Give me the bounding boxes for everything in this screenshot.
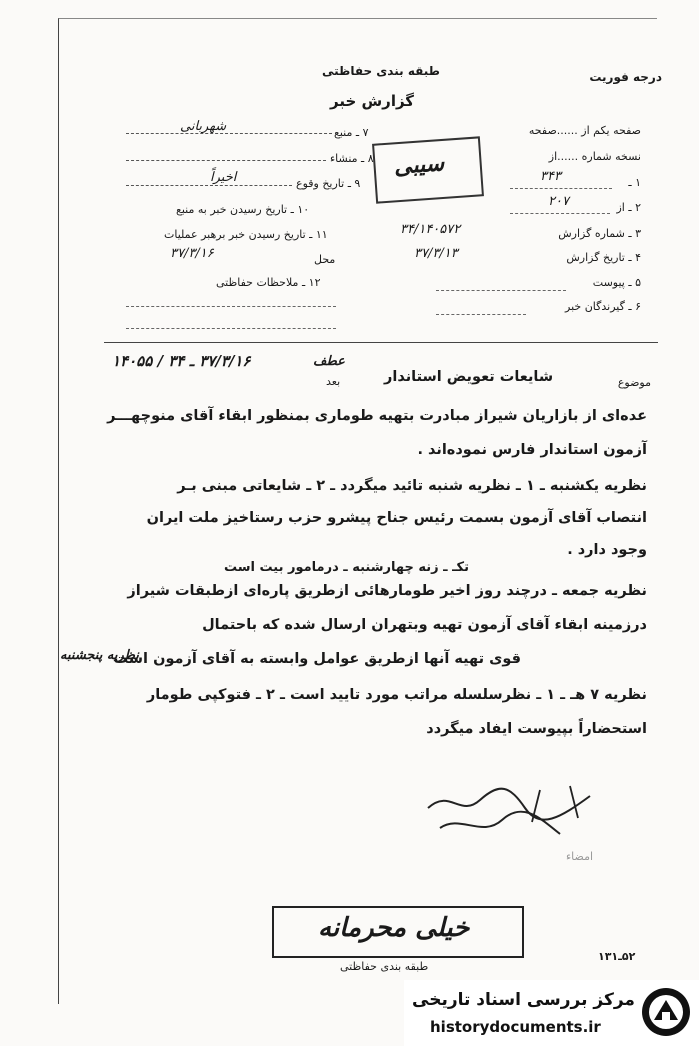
field-4-value: ۳۷/۳/۱۳: [414, 246, 458, 261]
field-2-label: ۲ ـ از: [616, 201, 641, 214]
body-line-2: آزمون استاندار فارس نموده‌اند .: [417, 442, 647, 458]
field-11-label: ۱۱ ـ تاریخ رسیدن خبر برهبر عملیات: [164, 228, 328, 241]
field-9-line: [126, 185, 292, 186]
body-line-5: وجود دارد .: [567, 542, 647, 558]
body-line-1: عده‌ای از بازاریان شیراز مبادرت بتهیه طوماری بمنظور ابقاء آقای منوچهـــر: [107, 408, 647, 424]
body-line-7: نظریه جمعه ـ درچند روز اخیر طومارهائی ازطریق پاره‌ای ازطبقات شیراز: [127, 583, 647, 599]
field-6-line: [436, 314, 526, 315]
subject-label: موضوع: [617, 376, 651, 389]
field-1-label: ۱ ـ: [628, 176, 641, 189]
body-line-6: تکـ ـ زنه چهارشنبه ـ درمامور بیت است: [223, 560, 469, 575]
field-place-value: ۳۷/۳/۱۶: [170, 246, 214, 261]
field-8-line: [126, 160, 326, 161]
field-7-value: شهربانی: [180, 119, 227, 134]
brand-url: historydocuments.ir: [430, 1018, 601, 1036]
field-1-value: ۳۴۳: [540, 169, 561, 184]
signature-label: امضاء: [566, 850, 594, 863]
subject-text: شایعات تعویض استاندار: [384, 369, 554, 385]
field-3-label: ۳ ـ شماره گزارش: [558, 227, 641, 240]
field-7-line: [126, 133, 332, 134]
body-line-3: نظریه یکشنبه ـ ۱ ـ نظریه شنبه تائید میگردد ـ ۲ ـ شایعاتی مبنی بـر: [177, 478, 647, 494]
page-code: ۵۲ـ۱۳۱: [598, 950, 636, 963]
signature-scribble: [420, 778, 598, 848]
body-line-8: درزمینه ابقاء آقای آزمون تهیه وبتهران ارسال شده که باحتمال: [202, 617, 647, 633]
field-10-label: ۱۰ ـ تاریخ رسیدن خبر به منبع: [176, 203, 310, 216]
body-line-4: انتصاب آقای آزمون بسمت رئیس جناح پیشرو حزب رستاخیز ملت ایران: [146, 510, 647, 526]
bottom-stamp-text: خیلی محرمانه: [318, 913, 470, 943]
brand-logo-icon: [640, 986, 692, 1038]
brand-name: مرکز بررسی اسناد تاریخی: [412, 990, 635, 1010]
body-line-10: نظریه ۷ هـ ـ ۱ ـ نظرسلسله مراتب مورد تایید است ـ ۲ ـ فتوکپی طومار: [146, 687, 647, 703]
priority-label: درجه فوریت: [589, 70, 662, 84]
field-5-label: ۵ ـ پیوست: [592, 276, 641, 289]
body-marginal-note: نظریه پنجشنبه: [60, 648, 139, 663]
field-5-line: [436, 290, 566, 291]
field-2-line: [510, 213, 610, 214]
footer-classification: طبقه بندی حفاظتی: [340, 960, 429, 973]
field-4-label: ۴ ـ تاریخ گزارش: [566, 251, 641, 264]
field-1-line: [510, 188, 612, 189]
body-line-9: قوی تهیه آنها ازطریق عوامل وابسته به آقای آزمون است: [113, 651, 521, 667]
notes-line-2: [126, 328, 336, 329]
reference-prefix: عطف: [313, 354, 345, 369]
field-copy-number: نسخه شماره ......از: [548, 150, 641, 163]
field-9-label: ۹ ـ تاریخ وقوع: [296, 177, 361, 190]
field-12-label: ۱۲ ـ ملاحظات حفاظتی: [216, 276, 321, 289]
reference-note: بعد: [326, 375, 341, 388]
top-stamp-text: سیبی: [393, 150, 445, 180]
classification-label: طبقه بندی حفاظتی: [322, 64, 440, 78]
field-9-value: اخیراً: [210, 170, 237, 185]
field-8-label: ۸ ـ منشاء: [330, 152, 374, 165]
report-title: گزارش خبر: [330, 92, 415, 110]
notes-line-1: [126, 306, 336, 307]
reference-number: ۳۷/۳/۱۶ ـ ۳۴ / ۱۴۰۵۵: [112, 352, 251, 370]
body-line-11: استحضاراً بپیوست ایفاد میگردد: [426, 721, 647, 737]
divider-line: [104, 342, 658, 343]
field-3-value: ۳۴/۱۴۰۵۷۲: [400, 222, 461, 237]
field-page-of: صفحه یکم از ......صفحه: [528, 124, 641, 137]
field-6-label: ۶ ـ گیرندگان خبر: [565, 300, 641, 313]
field-2-value: ۲۰۷: [548, 194, 569, 209]
field-place-label: محل: [314, 253, 336, 266]
field-7-label: ۷ ـ منبع: [334, 126, 369, 139]
